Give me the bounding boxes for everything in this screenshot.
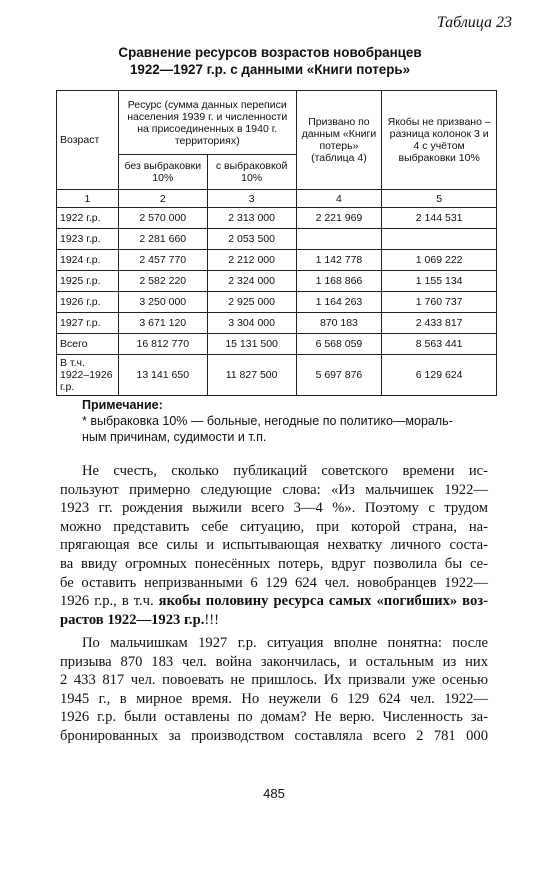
column-number: 2: [118, 190, 207, 208]
text-line: 1923 гг. рождения выжили всего 3—4 %». Поэтому с трудом: [60, 500, 488, 517]
table-cell: 5 697 876: [296, 355, 382, 396]
table-cell: 1 069 222: [382, 250, 497, 271]
text-line: пользуют примерно следующие слова: «Из мальчишек 1922—: [60, 481, 488, 498]
table-cell: 3 671 120: [118, 313, 207, 334]
header-drafted: Призвано по данным «Книги потерь» (таблица 4): [296, 91, 382, 190]
table-title: [60, 44, 480, 78]
header-resource-with-cull: с выбраковкой 10%: [207, 155, 296, 190]
row-label: 1922 г.р.: [57, 208, 119, 229]
table-title-line2: 1922—1927 г.р. с данными «Книги потерь»: [129, 62, 411, 77]
header-resource: Ресурс (сумма данных переписи населения 1939 г. и численности на присоединенных в 1940 г. территориях): [118, 91, 296, 155]
row-label: [57, 355, 119, 396]
table-title-line1: Сравнение ресурсов возрастов новобранцев: [118, 45, 422, 60]
table-cell: 3 250 000: [118, 292, 207, 313]
row-label-line2: 1922–1926 г.р.: [60, 369, 113, 393]
table-cell: 3 304 000: [207, 313, 296, 334]
column-number: 3: [207, 190, 296, 208]
note-heading: Примечание:: [82, 398, 163, 412]
table-cell: 2 221 969: [296, 208, 382, 229]
row-label: 1924 г.р.: [57, 250, 119, 271]
column-number: 1: [57, 190, 119, 208]
table-cell: 870 183: [296, 313, 382, 334]
table-number-label: Таблица 23: [436, 14, 512, 31]
table-cell: 6 129 624: [382, 355, 497, 396]
table-cell: 1 760 737: [382, 292, 497, 313]
row-label: 1925 г.р.: [57, 271, 119, 292]
column-number: 4: [296, 190, 382, 208]
table-cell: 2 582 220: [118, 271, 207, 292]
table-row: [57, 292, 497, 313]
table-cell: 6 568 059: [296, 334, 382, 355]
table-cell: 2 324 000: [207, 271, 296, 292]
note-line: * выбраковка 10% — больные, негодные по политико—мораль-: [82, 414, 453, 428]
text-run: !!!: [204, 611, 219, 628]
table-cell: 15 131 500: [207, 334, 296, 355]
table-cell: 2 144 531: [382, 208, 497, 229]
table-cell: [382, 229, 497, 250]
table-cell: 13 141 650: [118, 355, 207, 396]
table-cell: 2 281 660: [118, 229, 207, 250]
table-cell: 2 053 500: [207, 229, 296, 250]
text-line: 2 433 817 чел. повоевать не пришлось. Их призвали уже осенью: [60, 672, 488, 689]
text-line: 1945 г., в мирное время. Но неужели 6 129 624 чел. 1922—: [60, 690, 488, 707]
bold-text: растов 1922—1923 г.р.: [60, 611, 205, 628]
text-line: можно представить себе ситуацию, при которой страна, на-: [60, 518, 488, 535]
table-cell: 1 164 263: [296, 292, 382, 313]
text-line: [60, 592, 488, 611]
text-line: По мальчишкам 1927 г.р. ситуация вполне понятна: после: [82, 635, 488, 651]
table-cell: 1 155 134: [382, 271, 497, 292]
bold-text: якобы половину ресурса самых «погибших» воз-: [158, 593, 488, 610]
table-cell: 8 563 441: [382, 334, 497, 355]
text-line: ва ввиду огромных понесённых потерь, вдруг позволила бы се-: [60, 555, 488, 572]
paragraph-2: [60, 634, 488, 746]
table-cell: 1 168 866: [296, 271, 382, 292]
text-run: 1926 г.р., в т.ч.: [60, 593, 159, 610]
row-label: 1927 г.р.: [57, 313, 119, 334]
table-cell: [296, 229, 382, 250]
text-line: прягающая все силы и испытывающая нехватку личного соста-: [60, 537, 488, 554]
column-numbers-row: [57, 190, 497, 208]
table-cell: 11 827 500: [207, 355, 296, 396]
page-number: 485: [263, 786, 285, 801]
paragraph-1: [60, 462, 488, 629]
header-not-drafted: Якобы не призвано – разница колонок 3 и 4 с учётом выбраковки 10%: [382, 91, 497, 190]
table-row: [57, 208, 497, 229]
table-cell: 2 313 000: [207, 208, 296, 229]
text-line: бе оставить непризванными 6 129 624 чел. новобранцев 1922—: [60, 574, 488, 591]
table-cell: 16 812 770: [118, 334, 207, 355]
row-label-line1: В т.ч.: [60, 357, 85, 369]
table-row-total: [57, 334, 497, 355]
table-row: [57, 313, 497, 334]
text-line: бронированных за производством составляла всего 2 781 000: [60, 727, 488, 744]
table-row-subtotal: [57, 355, 497, 396]
row-label: 1923 г.р.: [57, 229, 119, 250]
table-header-row: [57, 91, 497, 155]
text-line: 1926 г.р. были оставлены по домам? Не верю. Численность за-: [60, 709, 488, 726]
table-cell: 1 142 778: [296, 250, 382, 271]
table-cell: 2 457 770: [118, 250, 207, 271]
table-row: [57, 250, 497, 271]
table-cell: 2 212 000: [207, 250, 296, 271]
text-line: призыва 870 183 чел. война закончилась, и остальным из них: [60, 653, 488, 670]
header-age: Возраст: [57, 91, 119, 190]
note-text: [82, 413, 497, 445]
text-line: Не счесть, сколько публикаций советского времени ис-: [82, 463, 488, 479]
recruits-comparison-table: [56, 90, 497, 396]
table-row: [57, 229, 497, 250]
table-cell: 2 925 000: [207, 292, 296, 313]
table-row: [57, 271, 497, 292]
row-label: 1926 г.р.: [57, 292, 119, 313]
note-line: ным причинам, судимости и т.п.: [82, 430, 267, 444]
table-cell: 2 433 817: [382, 313, 497, 334]
header-resource-without-cull: без выбраковки 10%: [118, 155, 207, 190]
text-line: [60, 611, 488, 630]
column-number: 5: [382, 190, 497, 208]
table-cell: 2 570 000: [118, 208, 207, 229]
row-label: Всего: [57, 334, 119, 355]
